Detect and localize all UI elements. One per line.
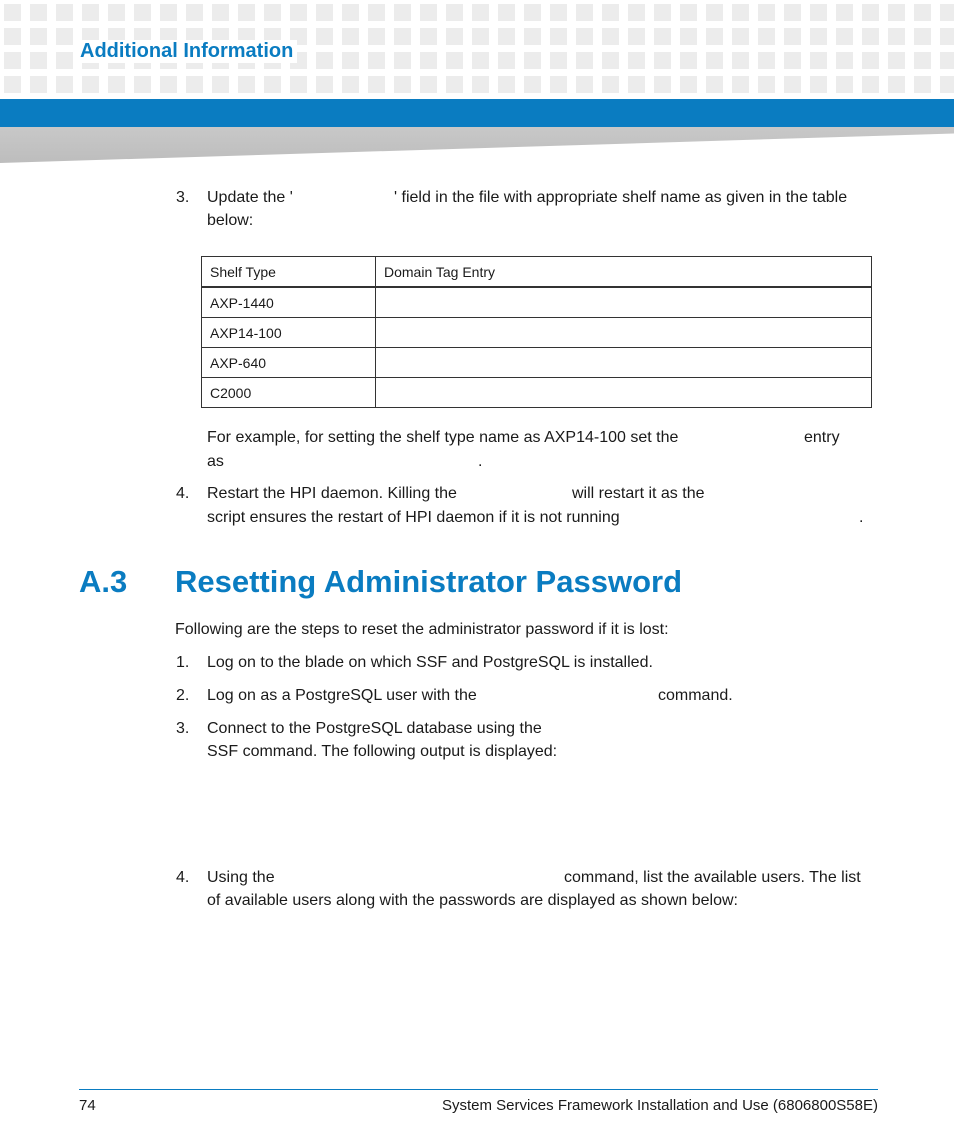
header-tile xyxy=(134,4,151,21)
header-tile xyxy=(758,76,775,93)
header-tile xyxy=(888,28,905,45)
header-tile xyxy=(810,52,827,69)
step-number: 2. xyxy=(176,687,190,704)
header-tile xyxy=(628,28,645,45)
table-header-cell: Shelf Type xyxy=(202,257,376,288)
header-tile xyxy=(212,4,229,21)
step-number: 3. xyxy=(176,189,190,206)
header-tile xyxy=(108,76,125,93)
header-tile xyxy=(706,28,723,45)
header-tile xyxy=(914,28,931,45)
header-tile xyxy=(654,76,671,93)
header-tile xyxy=(290,4,307,21)
header-tile xyxy=(628,76,645,93)
section-intro: Following are the steps to reset the administrator password if it is lost: xyxy=(175,621,669,638)
header-tile xyxy=(654,52,671,69)
header-tile xyxy=(82,4,99,21)
header-tile xyxy=(576,76,593,93)
header-tile xyxy=(446,52,463,69)
step-number: 3. xyxy=(176,720,190,737)
header-tile xyxy=(940,52,954,69)
header-tile xyxy=(810,28,827,45)
table-cell xyxy=(376,318,872,348)
header-tile xyxy=(732,52,749,69)
header-tile xyxy=(472,4,489,21)
header-tile xyxy=(836,28,853,45)
running-header-title: Additional Information xyxy=(80,40,297,63)
step-text: command, list the available users. The list xyxy=(564,869,861,886)
header-tile xyxy=(602,52,619,69)
header-tile xyxy=(394,76,411,93)
header-tile xyxy=(654,4,671,21)
header-tile xyxy=(160,4,177,21)
section-heading: Resetting Administrator Password xyxy=(175,564,683,599)
header-tile xyxy=(160,76,177,93)
step3-text-a: Update the ' xyxy=(207,189,293,206)
step4-text-c: script ensures the restart of HPI daemon if it is not running xyxy=(207,509,620,526)
header-tile xyxy=(836,76,853,93)
header-tile xyxy=(524,76,541,93)
header-tile xyxy=(706,76,723,93)
header-tile xyxy=(394,4,411,21)
step3-text-b: ' field in the file with appropriate shelf name as given in the table xyxy=(394,189,848,206)
header-tile xyxy=(680,76,697,93)
example-text-d: . xyxy=(478,453,483,470)
header-tile xyxy=(680,4,697,21)
step-text: Log on as a PostgreSQL user with the xyxy=(207,687,477,704)
header-tile xyxy=(108,4,125,21)
header-tile xyxy=(56,28,73,45)
header-tile xyxy=(628,52,645,69)
header-tile xyxy=(862,4,879,21)
header-tile xyxy=(550,52,567,69)
header-tile xyxy=(550,28,567,45)
header-tile xyxy=(56,76,73,93)
table-header-cell: Domain Tag Entry xyxy=(376,257,872,288)
step4-text-b: will restart it as the xyxy=(572,485,705,502)
header-tile xyxy=(186,76,203,93)
header-tile xyxy=(30,28,47,45)
step-text: Log on to the blade on which SSF and PostgreSQL is installed. xyxy=(207,654,653,671)
example-text-b: entry xyxy=(804,429,840,446)
header-tile xyxy=(264,76,281,93)
header-tile xyxy=(498,4,515,21)
header-tile xyxy=(316,76,333,93)
table-row xyxy=(202,348,872,378)
header-tile xyxy=(810,4,827,21)
header-tile xyxy=(524,4,541,21)
header-tile xyxy=(732,28,749,45)
header-tile xyxy=(420,76,437,93)
header-tile xyxy=(784,76,801,93)
header-tile xyxy=(940,4,954,21)
step-number: 1. xyxy=(176,654,190,671)
header-tile xyxy=(758,4,775,21)
header-tile xyxy=(498,76,515,93)
header-tile xyxy=(732,76,749,93)
header-tile xyxy=(342,4,359,21)
header-tile xyxy=(420,28,437,45)
header-grey-swoosh xyxy=(0,127,954,163)
table-cell xyxy=(376,287,872,318)
header-tile xyxy=(576,28,593,45)
header-tile xyxy=(30,76,47,93)
header-tile xyxy=(602,76,619,93)
header-tile xyxy=(862,52,879,69)
header-tile xyxy=(82,76,99,93)
header-tile xyxy=(316,4,333,21)
header-tile xyxy=(758,28,775,45)
header-tile xyxy=(368,28,385,45)
header-tile xyxy=(342,52,359,69)
header-tile xyxy=(446,28,463,45)
table-row xyxy=(202,287,872,318)
header-tile xyxy=(914,4,931,21)
header-tile xyxy=(680,28,697,45)
header-tile xyxy=(706,4,723,21)
header-tile xyxy=(56,4,73,21)
header-tile xyxy=(862,28,879,45)
header-tile xyxy=(498,52,515,69)
header-tile xyxy=(784,52,801,69)
header-tile xyxy=(810,76,827,93)
header-tile xyxy=(420,52,437,69)
footer-rule xyxy=(79,1089,878,1090)
header-tile xyxy=(914,76,931,93)
header-tile xyxy=(30,4,47,21)
header-tile xyxy=(914,52,931,69)
header-tile xyxy=(368,76,385,93)
header-tile xyxy=(680,52,697,69)
table-cell: AXP-640 xyxy=(202,348,376,378)
header-tile xyxy=(784,28,801,45)
header-tile xyxy=(732,4,749,21)
header-tile xyxy=(186,4,203,21)
header-tile xyxy=(836,52,853,69)
header-tile xyxy=(602,28,619,45)
header-tile xyxy=(498,28,515,45)
header-tile xyxy=(576,4,593,21)
header-tile xyxy=(446,76,463,93)
header-tile xyxy=(4,4,21,21)
shelf-type-table xyxy=(201,256,872,408)
header-tile xyxy=(342,76,359,93)
header-tile xyxy=(524,28,541,45)
header-tile xyxy=(134,76,151,93)
header-tile xyxy=(30,52,47,69)
header-tile xyxy=(940,28,954,45)
table-cell: C2000 xyxy=(202,378,376,408)
header-tile xyxy=(550,4,567,21)
table-cell xyxy=(376,378,872,408)
header-tile xyxy=(836,4,853,21)
header-blue-bar xyxy=(0,99,954,127)
step-text: Using the xyxy=(207,869,275,886)
header-tile xyxy=(394,28,411,45)
header-tile xyxy=(316,52,333,69)
header-tile xyxy=(264,4,281,21)
header-tile xyxy=(212,76,229,93)
header-tile xyxy=(888,76,905,93)
table-cell: AXP14-100 xyxy=(202,318,376,348)
step4-text-a: Restart the HPI daemon. Killing the xyxy=(207,485,457,502)
header-tile xyxy=(4,52,21,69)
header-tile xyxy=(472,28,489,45)
table-row xyxy=(202,378,872,408)
header-tile xyxy=(758,52,775,69)
step-text: command. xyxy=(658,687,733,704)
step-text: SSF command. The following output is displayed: xyxy=(207,743,558,760)
header-tile xyxy=(342,28,359,45)
header-tile xyxy=(394,52,411,69)
header-tile xyxy=(472,76,489,93)
header-tile xyxy=(576,52,593,69)
step-number: 4. xyxy=(176,485,190,502)
example-text-a: For example, for setting the shelf type name as AXP14-100 set the xyxy=(207,429,679,446)
header-tile xyxy=(862,76,879,93)
header-tile xyxy=(706,52,723,69)
header-tile xyxy=(56,52,73,69)
header-tile xyxy=(784,4,801,21)
header-tile xyxy=(290,76,307,93)
table-cell xyxy=(376,348,872,378)
header-tile xyxy=(238,4,255,21)
header-tile xyxy=(4,28,21,45)
header-tile xyxy=(628,4,645,21)
step-text: Connect to the PostgreSQL database using the xyxy=(207,720,542,737)
header-tile xyxy=(940,76,954,93)
header-tile xyxy=(602,4,619,21)
header-tile xyxy=(4,76,21,93)
step3-text-line2: below: xyxy=(207,212,254,229)
footer-doc-title: System Services Framework Installation and Use (6806800S58E) xyxy=(441,1097,878,1114)
header-tile xyxy=(550,76,567,93)
header-tile xyxy=(238,76,255,93)
header-tile xyxy=(446,4,463,21)
header-tile xyxy=(368,4,385,21)
page-number: 74 xyxy=(79,1097,96,1114)
table-cell: AXP-1440 xyxy=(202,287,376,318)
header-tile xyxy=(420,4,437,21)
table-header-row xyxy=(202,257,872,288)
header-tile xyxy=(524,52,541,69)
header-tile xyxy=(472,52,489,69)
header-tile xyxy=(888,52,905,69)
step-text: of available users along with the passwords are displayed as shown below: xyxy=(207,892,738,909)
example-text-c: as xyxy=(207,453,224,470)
table-row xyxy=(202,318,872,348)
step4-text-d: . xyxy=(859,509,864,526)
header-tile xyxy=(316,28,333,45)
section-number: A.3 xyxy=(79,564,128,599)
header-tile xyxy=(368,52,385,69)
step-number: 4. xyxy=(176,869,190,886)
header-tile xyxy=(654,28,671,45)
header-tile xyxy=(888,4,905,21)
